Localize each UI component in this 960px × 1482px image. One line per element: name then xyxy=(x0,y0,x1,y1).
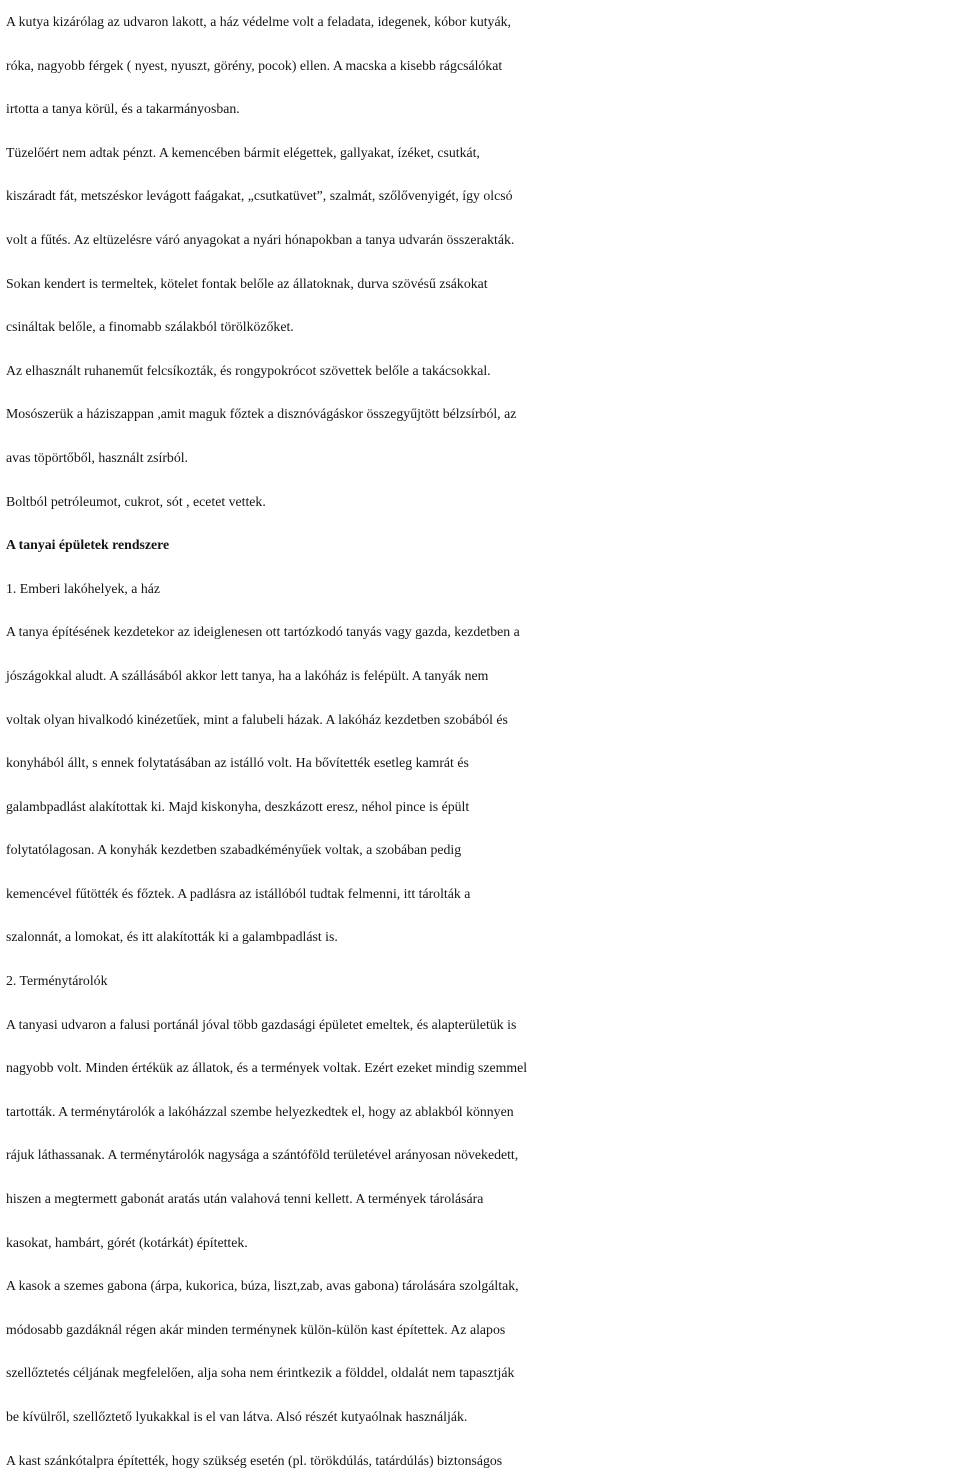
text-line: Sokan kendert is termeltek, kötelet fontak belőle az állatoknak, durva szövésű zsákokat xyxy=(6,275,488,291)
text-line: A tanya építésének kezdetekor az ideiglenesen ott tartózkodó tanyás vagy gazda, kezdetben a xyxy=(6,624,520,640)
text-line: A kutya kizárólag az udvaron lakott, a ház védelme volt a feladata, idegenek, kóbor kutyák, xyxy=(6,14,511,29)
text-line: A kasok a szemes gabona (árpa, kukorica, búza, liszt,zab, avas gabona) tárolására szolgáltak, xyxy=(6,1278,519,1294)
text-line: Boltból petróleumot, cukrot, sót , ecetet vettek. xyxy=(6,493,266,509)
text-line: kemencével fűtötték és főztek. A padlásra az istállóból tudtak felmenni, itt tárolták a xyxy=(6,885,471,901)
text-line: voltak olyan hivalkodó kinézetűek, mint a falubeli házak. A lakóház kezdetben szobából és xyxy=(6,711,508,727)
text-line: Tüzelőért nem adtak pénzt. A kemencében bármit elégettek, gallyakat, ízéket, csutkát, xyxy=(6,144,480,160)
text-line: irtotta a tanya körül, és a takarmányosban. xyxy=(6,101,240,117)
text-line: folytatólagosan. A konyhák kezdetben szabadkéményűek voltak, a szobában pedig xyxy=(6,842,462,858)
text-line: módosabb gazdáknál régen akár minden terménynek külön-külön kast építettek. Az alapos xyxy=(6,1321,506,1337)
text-line: kiszáradt fát, metszéskor levágott faágakat, „csutkatüvet”, szalmát, szőlővenyigét, így olcsó xyxy=(6,188,513,204)
text-line: Az elhasznált ruhaneműt felcsíkozták, és rongypokrócot szövettek belőle a takácsokkal. xyxy=(6,362,491,378)
text-line: Mosószerük a háziszappan ,amit maguk főztek a disznóvágáskor összegyűjtött bélzsírból, az xyxy=(6,406,517,422)
text-line: konyhából állt, s ennek folytatásában az istálló volt. Ha bővítették esetleg kamrát és xyxy=(6,755,469,771)
text-line: kasokat, hambárt, górét (kotárkát) építettek. xyxy=(6,1234,248,1250)
text-line: be kívülről, szellőztető lyukakkal is el van látva. Alsó részét kutyaólnak használják. xyxy=(6,1409,468,1424)
text-line: hiszen a megtermett gabonát aratás után valahová tenni kellett. A termények tárolására xyxy=(6,1191,484,1207)
text-line: galambpadlást alakítottak ki. Majd kiskonyha, deszkázott eresz, néhol pince is épült xyxy=(6,798,470,814)
text-line: volt a fűtés. Az eltüzelésre váró anyagokat a nyári hónapokban a tanya udvarán összerakták. xyxy=(6,231,515,247)
text-line: szalonnát, a lomokat, és itt alakították ki a galambpadlást is. xyxy=(6,929,338,945)
text-line: csináltak belőle, a finomabb szálakból törölközőket. xyxy=(6,319,294,335)
text-line: avas töpörtőből, használt zsírból. xyxy=(6,449,189,465)
text-line: jószágokkal aludt. A szállásából akkor lett tanya, ha a lakóház is felépült. A tanyák nem xyxy=(6,667,489,683)
text-line: róka, nagyobb férgek ( nyest, nyuszt, görény, pocok) ellen. A macska a kisebb rágcsálókat xyxy=(6,57,503,73)
text-line: rájuk láthassanak. A terménytárolók nagysága a szántóföld területével arányosan növekedett, xyxy=(6,1147,519,1163)
section-heading: A tanyai épületek rendszere xyxy=(6,537,170,553)
subsection-title: 2. Terménytárolók xyxy=(6,973,108,989)
subsection-title: 1. Emberi lakóhelyek, a ház xyxy=(6,580,161,596)
text-line: tartották. A terménytárolók a lakóházzal szembe helyezkedtek el, hogy az ablakból könnyen xyxy=(6,1103,514,1119)
text-line: szellőztetés céljának megfelelően, alja soha nem érintkezik a földdel, oldalát nem tapasztják xyxy=(6,1365,515,1381)
document-text xyxy=(6,0,960,1482)
text-line: nagyobb volt. Minden értékük az állatok, és a termények voltak. Ezért ezeket mindig szemmel xyxy=(6,1060,528,1076)
text-line: A tanyasi udvaron a falusi portánál jóval több gazdasági épületet emeltek, és alapterületük is xyxy=(6,1016,517,1032)
text-line: A kast szánkótalpra építették, hogy szükség esetén (pl. törökdúlás, tatárdúlás) biztonságos xyxy=(6,1452,503,1468)
